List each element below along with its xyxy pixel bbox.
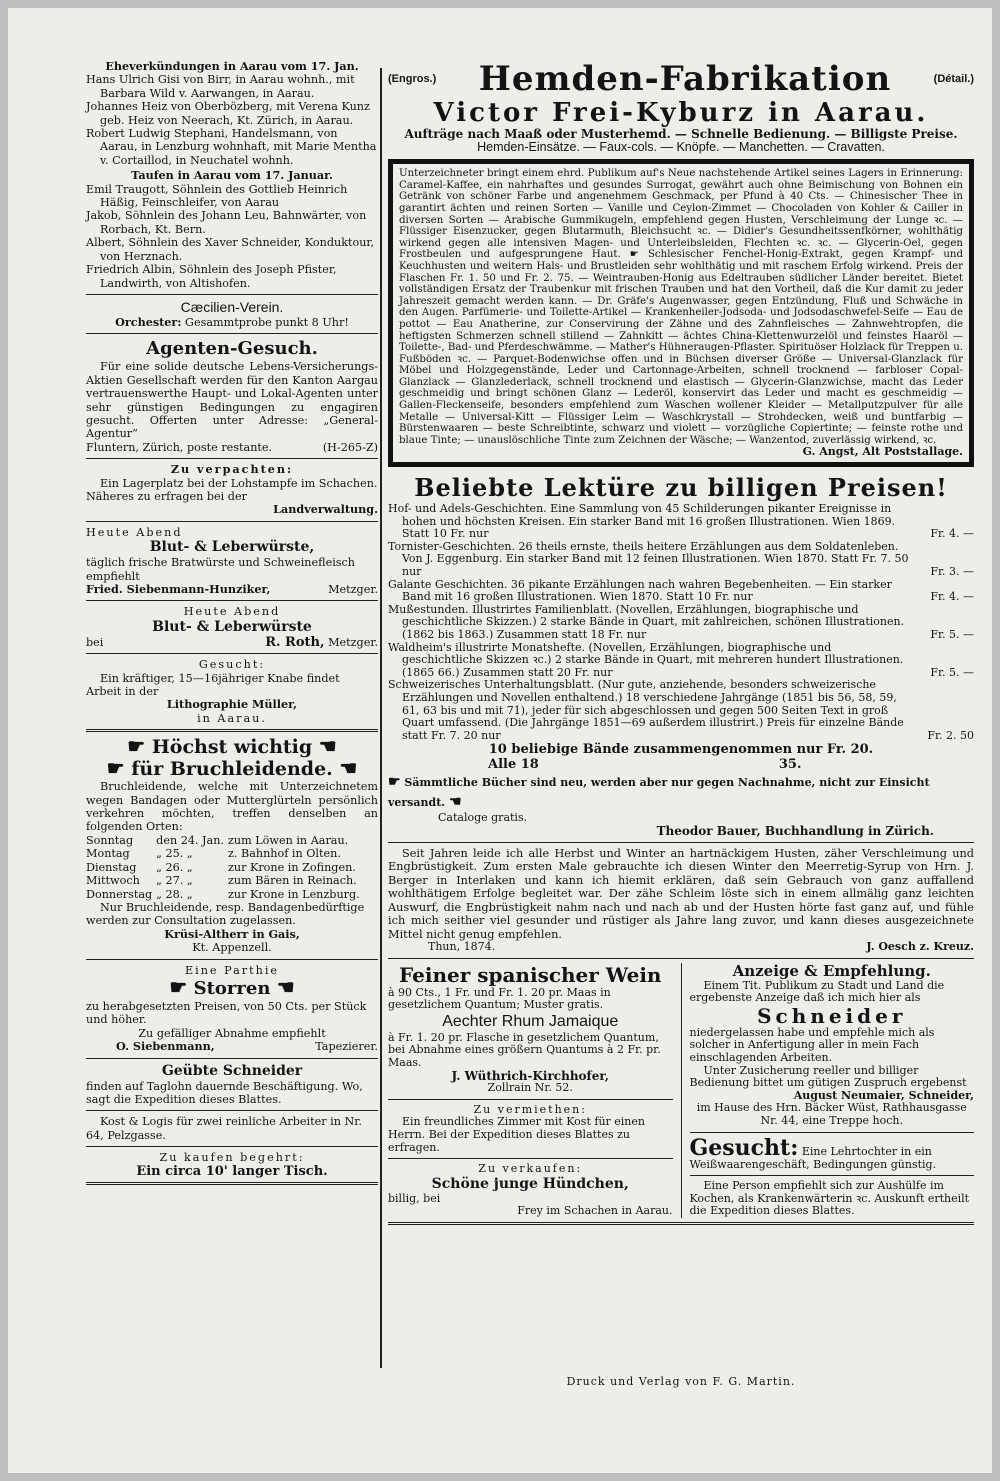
vermiethen-pre: Zu vermiethen:: [473, 1102, 587, 1116]
divider: [86, 521, 378, 522]
table-row: Montag „ 25. „ z. Bahnhof in Olten.: [86, 847, 341, 861]
storren-sign2: Tapezierer.: [315, 1040, 378, 1054]
lektuere-item: Mußestunden. Illustrirtes Familienblatt. (Novellen, Erzählungen, biographische und geschichtliche Skizzen.) 2 starke Bände in Quart, mit zahlreichen, schönen Illustrationen. (1862 bis 1863.) Zusammen statt 18 Fr. nur Fr. 5. —: [388, 602, 974, 641]
anzeige-addr: im Hause des Hrn. Bäcker Wüst, Rathhausgasse Nr. 44, eine Treppe hoch.: [696, 1101, 967, 1127]
divider: [690, 1132, 975, 1133]
blut2-title: Blut- & Leberwürste: [152, 618, 312, 635]
lektuere-item: Galante Geschichten. 36 pikante Erzählungen nach wahren Begebenheiten. — Ein starker Band mit 16 großen Illustrationen. Wien 1870. Statt 10 Fr. nur Fr. 4. —: [388, 577, 974, 604]
left-column: [86, 60, 378, 1189]
bruchleidende-ad: [86, 736, 378, 954]
hemden-line2: Hemden-Einsätze. — Faux-cols. — Knöpfe. — Manchetten. — Cravatten.: [477, 139, 885, 154]
gesucht-title: Gesucht:: [198, 658, 266, 672]
pointing-hand-left-icon: ☚: [276, 974, 295, 999]
blut1-text: täglich frische Bratwürste und Schweinefleisch empfiehlt: [86, 556, 355, 583]
anzeige-title2: Schneider: [757, 1003, 907, 1028]
anzeige-text: Einem Tit. Publikum zu Stadt und Land die ergebenste Anzeige daß ich mich hier als: [689, 978, 945, 1005]
blut1-sign2: Metzger.: [328, 583, 378, 596]
kost-logis-ad: [86, 1115, 378, 1142]
table-row: Mittwoch „ 27. „ zum Bären in Reinach.: [86, 874, 357, 888]
gesucht-ad: [86, 658, 378, 725]
pointing-hand-right-icon: ☛: [106, 756, 125, 781]
lektuere-ad: [388, 473, 974, 837]
wein-text: à 90 Cts., 1 Fr. und Fr. 1. 20 pr. Maas in gesetzlichem Quantum; Muster gratis.: [388, 985, 611, 1012]
gesucht2-title: Gesucht:: [689, 1134, 799, 1161]
divider: [388, 842, 974, 843]
verkaufen-text: billig, bei: [388, 1191, 441, 1205]
eheverkuendungen: [86, 60, 378, 290]
pointing-hand-right-icon: ☛: [388, 774, 401, 791]
bruch-schedule: [86, 834, 364, 901]
lektuere-item: Schweizerisches Unterhaltungsblatt. (Nur gute, anziehende, besonders schweizerische Erzählungen und Novellen enthaltend.) 18 verschiedene Jahrgänge (1851 bis 56, 58, 59, 61, 63 bis und mit 71), jeder für sich abgeschlossen und gegen 500 Seiten Text in groß Quart umfassend. (Die Jahrgänge 1851—69 außerdem illustrirt.) Preis für einzelne Bände statt Fr. 7. 20 nur Fr. 2. 50: [388, 678, 974, 742]
divider: [86, 1110, 378, 1111]
taufen-item: Friedrich Albin, Söhnlein des Joseph Pfister, Landwirth, von Altishofen.: [86, 263, 337, 290]
schneider-text: finden auf Taglohn dauernde Beschäftigung. Wo, sagt die Expedition dieses Blattes.: [86, 1079, 363, 1106]
divider: [86, 653, 378, 654]
divider: [86, 294, 378, 295]
verkaufen-sign: Frey im Schachen in Aarau.: [517, 1204, 673, 1218]
bruch-sign2: Kt. Appenzell.: [192, 941, 272, 955]
sub-column-right: [682, 963, 975, 1218]
two-column-block: [388, 963, 974, 1218]
rhum-text: à Fr. 1. 20 pr. Flasche in gesetzlichem Quantum, bei Abnahme eines größern Quantums à 2 Fr. pr. Maas.: [388, 1030, 661, 1069]
verpachten-sign: Landverwaltung.: [273, 502, 378, 517]
newspaper-page: [8, 8, 992, 1473]
kaufen-ad: [86, 1151, 378, 1178]
wein-title: Feiner spanischer Wein: [399, 962, 662, 987]
agenten-code: (H-265-Z): [322, 440, 378, 454]
sirup-place: Thun, 1874.: [428, 940, 496, 953]
angst-text: Unterzeichneter bringt einem ehrd. Publikum auf's Neue nachstehende Artikel seines Lagers in Erinnerung: Caramel-Kaffee, ein nahrhaftes und gesundes Surrogat, gewährt auch ohne Beimischung von Bohnen ein Getränk von schöner Farbe und angenehmem Geschmack, per Pfund à 40 Cts. — Chinesischer Thee in garantirt ächten und reinen Sorten — Vanille und Ceylon-Zimmet — Chocoladen von Kohler & Cailler in diversen Sorten — Arabische Gummikugeln, empfehlend gegen Husten, Verschleimung der Lunge ꝛc. — Flüssiger Eisenzucker, gegen Blutarmuth, Bleichsucht ꝛc. — Didier's Gesundheitssenfkörner, wohlthätig wirkend gegen alle intensiven Magen- und Unterleibsleiden, Flechten ꝛc. ꝛc. — Glycerin-Oel, gegen Frostbeulen und aufgesprungene Haut. ☛ Schlesischer Fenchel-Honig-Extrakt, gegen Krampf- und Keuchhusten und weitern Hals- und Brustleiden sehr wohlthätig und mit raschem Erfolg wirkend. Preis der Flaschen Fr. 1. 50 und Fr. 2. 75. — Weintrauben-Honig aus Edeltrauben südlicher Länder bereitet. Bietet vollständigen Ersatz der Traubenkur mit frischen Trauben und hat den Vortheil, daß die Kur damit zu jeder Jahreszeit gemacht werden kann. — Dr. Gräfe's Augenwasser, gegen Entzündung, Fluß und Schwäche in den Augen. Parfümerie- und Toilette-Artikel — Krankenheiler-Jodsoda- und Jodsodaschwefel-Seife — Eau de pottot — Eau Anatherine, zur Conservirung der Zähne und des Zahnfleisches — Zahnwehtropfen, die heftigsten Schmerzen schnell stillend — Zahnkitt — ächtes China-Klettenwurzelöl und feinstes Haaröl — Toilette-, Bad- und Pferdeschwämme. — Mather's Hühneraugen-Pflaster. Spirituöser Holzlack für Treppen u. Fußböden ꝛc. — Parquet-Bodenwichse offen und in Büchsen diverser Größe — Universal-Glanzlack für Möbel und Holzgegenstände, Leder und Cartonnage-Arbeiten, schnell trocknend — farbloser Copal-Glanzlack — Glanzlederlack, schnell trocknend und elastisch — Glycerin-Glanzwichse, macht das Leder geschmeidig und bringt schönen Glanz — Lederöl, konservirt das Leder und macht es geschmeidig — Gallen-Fleckenseife, besonders empfehlend zum Waschen wollener Kleider — Metallputzpulver für alle Metalle — Universal-Kitt — Flüssiger Leim — Waschkrystall — Strohdecken, weiß und buntfarbig — Bürstenwaaren — beste Schreibtinte, schwarz und violett — vorzügliche Copiertinte; — feinste rothe und blaue Tinte; — unauslöschliche Tinte zum Zeichnen der Wäsche; — Wanzentod, zuverlässig wirkend, ꝛc.: [399, 168, 963, 446]
taufen-item: Albert, Söhnlein des Xaver Schneider, Konduktour, von Herznach.: [86, 236, 375, 263]
lektuere-title: Beliebte Lektüre zu billigen Preisen!: [414, 473, 948, 503]
verpachten-ad: [86, 463, 378, 517]
bruch-note: Nur Bruchleidende, resp. Bandagenbedürftige werden zur Consultation zugelassen.: [86, 900, 365, 928]
hemden-title: Hemden-Fabrikation: [478, 59, 892, 99]
verkaufen-ad: [388, 1163, 673, 1218]
agenten-address: Fluntern, Zürich, poste restante.: [86, 440, 273, 454]
angst-ad: [388, 159, 974, 467]
hemden-name: Victor Frei-Kyburz in Aarau.: [433, 98, 929, 128]
table-row: Dienstag „ 26. „ zur Krone in Zofingen.: [86, 860, 356, 874]
verpachten-text: Ein Lagerplatz bei der Lohstampfe im Schachen. Näheres zu erfragen bei der: [86, 476, 378, 503]
caecilien-label: Orchester:: [115, 314, 182, 329]
divider: [86, 458, 378, 459]
divider: [388, 958, 974, 959]
lektuere-offer1: 10 beliebige Bände zusammengenommen nur Fr. 20.: [488, 742, 874, 758]
imprint-footer: Druck und Verlag von F. G. Martin.: [566, 1375, 796, 1388]
lektuere-sign: Theodor Bauer, Buchhandlung in Zürich.: [656, 823, 934, 838]
sirup-sign: J. Oesch z. Kreuz.: [866, 940, 974, 953]
engros-label: (Engros.): [388, 72, 437, 85]
caecilien-title: Cæcilien-Verein.: [180, 298, 284, 315]
anzeige-title: Anzeige & Empfehlung.: [732, 961, 931, 980]
blutwurst-ad-1: [86, 526, 378, 597]
gesucht-place: in Aarau.: [197, 711, 267, 725]
taufen-item: Jakob, Söhnlein des Johann Leu, Bahnwärter, von Rorbach, Kt. Bern.: [86, 209, 367, 236]
verpachten-title: Zu verpachten:: [170, 462, 294, 477]
gesucht2-ad: [689, 1134, 975, 1172]
agenten-text: Für eine solide deutsche Lebens-Versicherungs-Aktien Gesellschaft werden für den Kanton Aargau vertrauenswerthe Haupt- und Lokal-Agenten unter sehr günstigen Bedingungen zu engagiren gesucht. Offerten unter Adresse: „General-Agentur“: [86, 360, 378, 441]
eheverk-item: Robert Ludwig Stephani, Handelsmann, von Aarau, in Lenzburg wohnhaft, mit Marie Mentha v. Cortaillod, in Neuchatel wohnh.: [86, 127, 377, 167]
divider: [86, 1058, 378, 1059]
kaufen-title: Ein circa 10' langer Tisch.: [136, 1163, 328, 1179]
bruch-title2: für Bruchleidende.: [131, 758, 333, 781]
sirup-text: Seit Jahren leide ich alle Herbst und Winter an hartnäckigem Husten, zäher Verschleimung und Engbrüstigkeit. Zum ersten Male gebrauchte ich diesen Winter den Meerretig-Syrup von Hrn. J. Berger in Interlaken und kann ich hiemit erklären, daß sein Gebrauch von ganz auffallend wohlthätigem Erfolge begleitet war. Der zähe Schleim löste sich in einem allmälig ganz leichten Auswurf, die Engbrüstigkeit nahm nach und nach ab und der Husten hörte fast ganz auf, und fühle ich mich seither viel gesunder und rüstiger als Jahre lang zuvor, und kann dieses ausgezeichnete Mittel nicht genug empfehlen.: [388, 846, 974, 941]
aushuelfe-text: Eine Person empfiehlt sich zur Aushülfe im Kochen, als Krankenwärterin ꝛc. Auskunft ertheilt die Expedition dieses Blattes.: [689, 1179, 970, 1218]
table-row: Sonntag den 24. Jan. zum Löwen in Aarau.: [86, 833, 349, 847]
wein-sign: J. Wüthrich-Kirchhofer,: [451, 1068, 609, 1083]
pointing-hand-left-icon: ☚: [448, 794, 462, 811]
pointing-hand-right-icon: ☛: [169, 974, 188, 999]
detail-label: (Détail.): [933, 72, 974, 85]
divider: [86, 1146, 378, 1147]
blut2-by: bei: [86, 635, 104, 649]
bruch-sign: Krüsi-Altherr in Gais,: [164, 926, 300, 941]
storren-ad: [86, 964, 378, 1054]
eheverk-item: Johannes Heiz von Oberbözberg, mit Verena Kunz geb. Heiz von Neerach, Kt. Zürich, in Aarau.: [86, 100, 370, 127]
storren-title: Storren: [193, 977, 271, 999]
gesucht2-text: Eine Lehrtochter in ein Weißwaarengeschäft, Bedingungen günstig.: [689, 1144, 937, 1171]
verkaufen-title: Schöne junge Hündchen,: [431, 1175, 629, 1192]
divider: [388, 1222, 974, 1225]
taufen-item: Emil Traugott, Söhnlein des Gottlieb Heinrich Häßig, Feinschleifer, von Aarau: [86, 182, 348, 210]
lektuere-item: Tornister-Geschichten. 26 theils ernste, theils heitere Erzählungen aus dem Soldatenleben. Von J. Eggenburg. Ein starker Band mit 12 feinen Illustrationen. Wien 1870. Statt Fr. 7. 50 nur Fr. 3. —: [388, 539, 974, 578]
lektuere-item: Hof- und Adels-Geschichten. Eine Sammlung von 45 Schilderungen pikanter Ereignisse in hohen und höchsten Kreisen. Ein starker Band mit 16 großen Illustrationen. Wien 1869. Statt 10 Fr. nur Fr. 4. —: [388, 502, 974, 541]
kaufen-pre: Zu kaufen begehrt:: [159, 1151, 305, 1165]
schneider-title: Geübte Schneider: [161, 1062, 303, 1079]
rhum-title: Aechter Rhum Jamaique: [442, 1012, 619, 1030]
anzeige-text2: niedergelassen habe und empfehle mich als solcher in Anfertigung aller in mein Fach einschlagenden Arbeiten.: [689, 1025, 935, 1064]
hemden-ad: [388, 60, 974, 153]
storren-text2: Zu gefälliger Abnahme empfiehlt: [138, 1026, 326, 1040]
blut2-sign: R. Roth,: [265, 634, 325, 650]
blutwurst-ad-2: [86, 605, 378, 649]
blut1-sign: Fried. Siebenmann-Hunziker,: [86, 582, 271, 596]
lektuere-offer2-a: Alle 18: [488, 757, 539, 773]
eheverk-title: Eheverkündungen in Aarau vom 17. Jan.: [105, 59, 359, 73]
anzeige-ad: [690, 963, 975, 1128]
pointing-hand-right-icon: ☛: [127, 734, 146, 759]
divider: [388, 1158, 673, 1159]
divider: [388, 1099, 673, 1100]
lektuere-note2: Cataloge gratis.: [438, 811, 528, 825]
blut1-title: Blut- & Leberwürste,: [149, 539, 315, 556]
gesucht-sign: Lithographie Müller,: [166, 697, 298, 712]
pointing-hand-left-icon: ☚: [339, 756, 358, 781]
angst-sign: G. Angst, Alt Poststallage.: [802, 445, 963, 459]
caecilien-ad: [86, 299, 378, 329]
eheverk-item: Hans Ulrich Gisi von Birr, in Aarau wohnh., mit Barbara Wild v. Aarwangen, in Aarau.: [86, 73, 355, 100]
lektuere-note: Sämmtliche Bücher sind neu, werden aber nur gegen Nachnahme, nicht zur Einsicht versandt.: [388, 776, 930, 810]
blut2-sign2: Metzger.: [328, 635, 378, 649]
gesucht-text: Ein kräftiger, 15—16jähriger Knabe findet Arbeit in der: [86, 671, 340, 699]
divider: [86, 959, 378, 960]
divider: [690, 1175, 975, 1176]
blut1-pre: Heute Abend: [86, 525, 183, 539]
taufen-title: Taufen in Aarau vom 17. Januar.: [131, 168, 333, 183]
vermiethen-text: Ein freundliches Zimmer mit Kost für einen Herrn. Bei der Expedition dieses Blattes zu erfragen.: [388, 1115, 645, 1154]
pointing-hand-left-icon: ☚: [318, 734, 337, 759]
right-column: [388, 60, 974, 1229]
anzeige-text3: Unter Zusicherung reeller und billiger Bedienung bittet um gütigen Zuspruch ergebenst: [689, 1063, 967, 1090]
agenten-ad: [86, 338, 378, 454]
kost-text: Kost & Logis für zwei reinliche Arbeiter in Nr. 64, Pelzgasse.: [86, 1115, 362, 1142]
agenten-title: Agenten-Gesuch.: [146, 338, 318, 360]
storren-sign: O. Siebenmann,: [116, 1039, 215, 1054]
lektuere-item: Waldheim's illustrirte Monatshefte. (Novellen, Erzählungen, biographische und geschichtliche Skizzen ꝛc.) 2 starke Bände in Quart, mit mehreren hundert Illustrationen. (1865 66.) Zusammen statt 20 Fr. nur Fr. 5. —: [388, 640, 974, 679]
wein-sign2: Zollrain Nr. 52.: [487, 1081, 573, 1095]
aushuelfe-ad: [690, 1180, 975, 1218]
anzeige-sign: August Neumaier, Schneider,: [793, 1088, 974, 1102]
blut2-pre: Heute Abend: [183, 605, 281, 619]
column-rule: [380, 68, 382, 1368]
storren-pre: Eine Parthie: [184, 963, 280, 977]
storren-text: zu herabgesetzten Preisen, von 50 Cts. per Stück und höher.: [86, 999, 367, 1027]
hemden-line1: Aufträge nach Maaß oder Musterhemd. — Schnelle Bedienung. — Billigste Preise.: [404, 127, 958, 141]
divider: [86, 333, 378, 334]
lektuere-offer2-b: 35.: [778, 757, 802, 773]
verkaufen-pre: Zu verkaufen:: [478, 1162, 583, 1176]
sub-column-left: [388, 963, 682, 1218]
caecilien-text: Gesammtprobe punkt 8 Uhr!: [185, 315, 349, 329]
schneider-ad: [86, 1063, 378, 1107]
bruch-title1: Höchst wichtig: [151, 736, 313, 759]
divider: [86, 600, 378, 601]
sirup-testimonial: [388, 847, 974, 954]
vermiethen-ad: [388, 1104, 673, 1154]
divider: [86, 729, 378, 732]
divider: [86, 1182, 378, 1185]
wein-ad: [388, 963, 673, 1095]
table-row: Donnerstag „ 28. „ zur Krone in Lenzburg.: [86, 887, 360, 901]
bruch-text: Bruchleidende, welche mit Unterzeichnetem wegen Bandagen oder Mutterglürteln persönlich verkehren möchten, treffen denselben an folgenden Orten:: [86, 780, 378, 834]
